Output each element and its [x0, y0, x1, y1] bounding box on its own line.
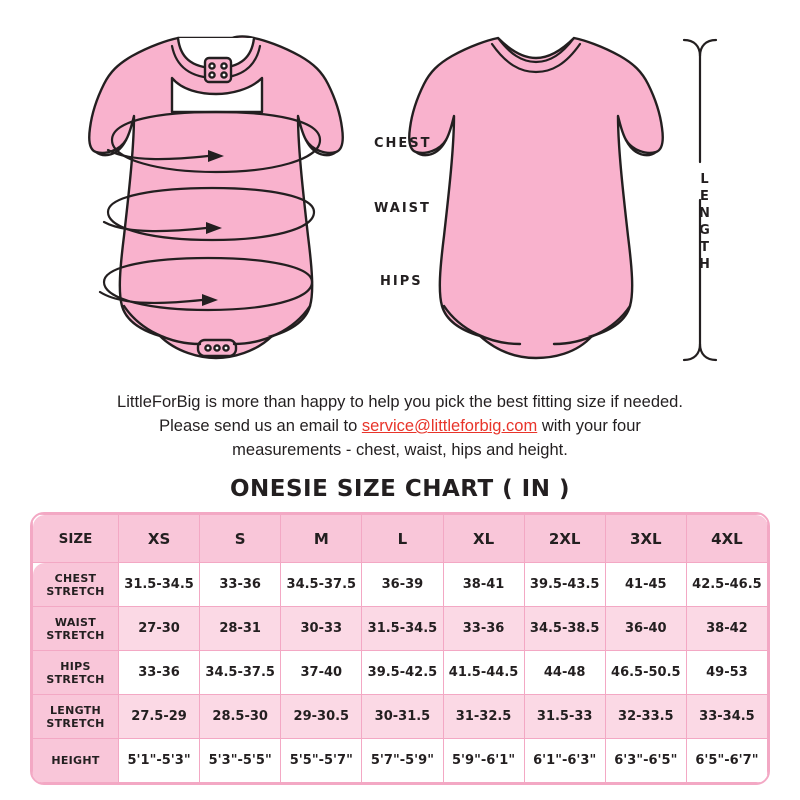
- hips-label: HIPS: [380, 274, 423, 289]
- table-header-row: [33, 515, 768, 563]
- support-email-link[interactable]: service@littleforbig.com: [361, 417, 538, 435]
- cell-waist-xl: 33-36: [443, 607, 524, 651]
- cell-chest-m: 34.5-37.5: [281, 563, 362, 607]
- header-size: SIZE: [33, 515, 119, 563]
- cell-chest-2xl: 39.5-43.5: [524, 563, 605, 607]
- cell-hips-xs: 33-36: [119, 651, 200, 695]
- cell-chest-3xl: 41-45: [605, 563, 686, 607]
- cell-hips-l: 39.5-42.5: [362, 651, 443, 695]
- table-header: [33, 515, 768, 563]
- row-header-line1: CHEST: [54, 571, 97, 585]
- cell-length-s: 28.5-30: [200, 695, 281, 739]
- cell-hips-xl: 41.5-44.5: [443, 651, 524, 695]
- row-header-line2: STRETCH: [46, 628, 105, 642]
- cell-chest-xl: 38-41: [443, 563, 524, 607]
- table-row: [33, 563, 768, 607]
- row-header-height: [33, 739, 119, 783]
- cell-waist-xs: 27-30: [119, 607, 200, 651]
- row-header-line1: HIPS: [60, 659, 91, 673]
- cell-chest-l: 36-39: [362, 563, 443, 607]
- row-header-line2: STRETCH: [46, 716, 105, 730]
- row-header-hips-stretch: [33, 651, 119, 695]
- header-s: S: [200, 515, 281, 563]
- cell-height-l: 5'7"-5'9": [362, 739, 443, 783]
- size-chart-table: [32, 514, 768, 783]
- onesie-diagram-svg: [0, 0, 800, 378]
- cell-length-3xl: 32-33.5: [605, 695, 686, 739]
- waist-label: WAIST: [374, 201, 431, 216]
- row-header-line2: STRETCH: [46, 672, 105, 686]
- header-m: M: [281, 515, 362, 563]
- cell-chest-4xl: 42.5-46.5: [686, 563, 767, 607]
- cell-height-xl: 5'9"-6'1": [443, 739, 524, 783]
- cell-waist-m: 30-33: [281, 607, 362, 651]
- chart-title: ONESIE SIZE CHART ( IN ): [229, 476, 571, 502]
- cell-hips-4xl: 49-53: [686, 651, 767, 695]
- table-row: [33, 739, 768, 783]
- size-chart-table-wrap: [30, 512, 770, 785]
- table-body: [33, 563, 768, 783]
- cell-height-xs: 5'1"-5'3": [119, 739, 200, 783]
- row-header-line1: HEIGHT: [51, 754, 100, 767]
- cell-hips-2xl: 44-48: [524, 651, 605, 695]
- chest-label: CHEST: [374, 136, 432, 151]
- cell-length-2xl: 31.5-33: [524, 695, 605, 739]
- table-row: [33, 695, 768, 739]
- header-xs: XS: [119, 515, 200, 563]
- header-3xl: 3XL: [605, 515, 686, 563]
- row-header-length-stretch: [33, 695, 119, 739]
- length-label: LENGTH: [697, 172, 712, 274]
- cell-hips-3xl: 46.5-50.5: [605, 651, 686, 695]
- cell-length-4xl: 33-34.5: [686, 695, 767, 739]
- cell-height-m: 5'5"-5'7": [281, 739, 362, 783]
- help-line-2-pre: Please send us an email to: [159, 417, 362, 435]
- cell-length-xs: 27.5-29: [119, 695, 200, 739]
- cell-chest-xs: 31.5-34.5: [119, 563, 200, 607]
- cell-waist-3xl: 36-40: [605, 607, 686, 651]
- help-line-3: measurements - chest, waist, hips and height.: [232, 441, 568, 459]
- cell-chest-s: 33-36: [200, 563, 281, 607]
- cell-length-xl: 31-32.5: [443, 695, 524, 739]
- cell-length-l: 30-31.5: [362, 695, 443, 739]
- cell-height-2xl: 6'1"-6'3": [524, 739, 605, 783]
- cell-waist-4xl: 38-42: [686, 607, 767, 651]
- row-header-line1: LENGTH: [49, 703, 102, 717]
- onesie-illustration: [0, 0, 800, 378]
- onesie-back-view: [409, 38, 663, 358]
- row-header-line1: WAIST: [54, 615, 97, 629]
- cell-hips-m: 37-40: [281, 651, 362, 695]
- help-line-2-post: with your four: [537, 417, 641, 435]
- row-header-chest-stretch: [33, 563, 119, 607]
- row-header-line2: STRETCH: [46, 584, 105, 598]
- table-row: [33, 651, 768, 695]
- cell-waist-s: 28-31: [200, 607, 281, 651]
- cell-hips-s: 34.5-37.5: [200, 651, 281, 695]
- header-2xl: 2XL: [524, 515, 605, 563]
- table-row: [33, 607, 768, 651]
- cell-length-m: 29-30.5: [281, 695, 362, 739]
- header-xl: XL: [443, 515, 524, 563]
- row-header-waist-stretch: [33, 607, 119, 651]
- header-4xl: 4XL: [686, 515, 767, 563]
- cell-height-3xl: 6'3"-6'5": [605, 739, 686, 783]
- help-line-1: LittleForBig is more than happy to help you pick the best fitting size if needed.: [117, 393, 683, 411]
- help-text: [0, 378, 800, 462]
- help-line-2: [60, 414, 740, 438]
- cell-waist-2xl: 34.5-38.5: [524, 607, 605, 651]
- header-l: L: [362, 515, 443, 563]
- cell-height-4xl: 6'5"-6'7": [686, 739, 767, 783]
- cell-height-s: 5'3"-5'5": [200, 739, 281, 783]
- cell-waist-l: 31.5-34.5: [362, 607, 443, 651]
